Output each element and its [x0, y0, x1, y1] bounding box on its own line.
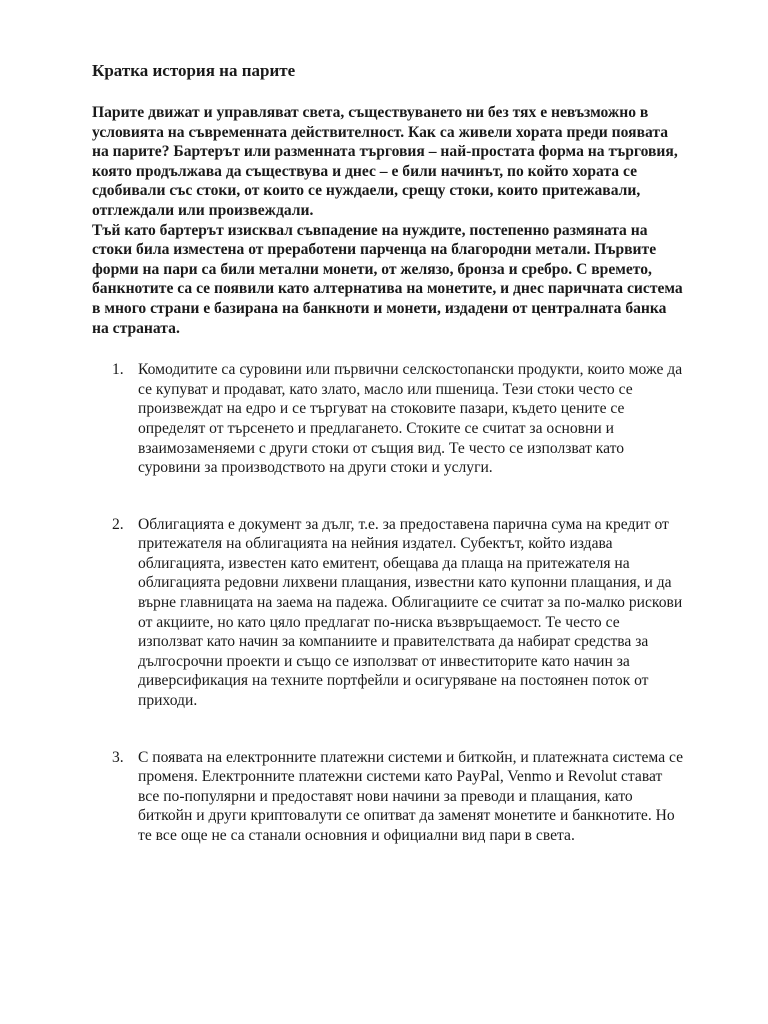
list-item-text: С появата на електронните платежни системи и биткойн, и платежната система се променя. Електронните платежни системи като PayPal, Venmo и Revolut стават все по-популярни и предоставят нови начини за преводи и плащания, като биткойн и други криптовалути се опитват да заменят монетите и банкнотите. Но те все още не са станали основния и официални вид пари в света. — [138, 748, 684, 844]
document-title: Кратка история на парите — [92, 61, 296, 80]
list-item-text: Комодитите са суровини или първични селскостопански продукти, които може да се купуват и продават, като злато, масло или пшеница. Тези стоки често се произвеждат на едро и се търгуват на стоковите пазари, където цените се определят от търсенето и предлагането. Стоките се считат за основни и взаимозаменяеми с други стоки от същия вид. Те често се използват като суровини за производството на други стоки и услуги. — [138, 361, 683, 477]
numbered-list — [92, 360, 684, 845]
document-page — [92, 60, 684, 883]
intro-paragraph-1: Парите движат и управляват света, съществуването ни без тях е невъзможно в условията на съвременната действителност. Как са живели хората преди появата на парите? Бартерът или разменната търговия – най-простата форма на търговия, която продължава да съществува и днес – е били начинът, по който хората се сдобивали със стоки, от които се нуждаели, срещу стоки, които притежавали, отглеждали или произвеждали. — [92, 104, 678, 219]
list-item — [92, 360, 684, 478]
list-item-number: 2. — [112, 515, 124, 533]
list-item — [92, 515, 684, 711]
list-item-number: 1. — [112, 361, 124, 379]
intro-paragraph-2: Тъй като бартерът изисквал съвпадение на нуждите, постепенно размяната на стоки била изместена от преработени парченца на благородни метали. Първите форми на пари са били метални монети, от желязо, бронза и сребро. С времето, банкнотите са се появили като алтернатива на монетите, и днес паричната система в много страни е базирана на банкноти и монети, издадени от централната банка на страната. — [92, 221, 683, 337]
list-item — [92, 748, 684, 846]
list-item-number: 3. — [112, 748, 124, 766]
list-item-text: Облигацията е документ за дълг, т.е. за предоставена парична сума на кредит от притежателя на облигацията на нейния издател. Субектът, който издава облигацията, известен като емитент, обещава да плаща на притежателя на облигацията редовни лихвени плащания, известни като купонни плащания, и да върне главницата на заема на падежа. Облигациите се считат за по-малко рискови от акциите, но като цяло предлагат по-ниска възвръщаемост. Те често се използват като начин за компаниите и правителствата да набират средства за дългосрочни проекти и също се използват от инвеститорите като начин за диверсификация на техните портфейли и осигуряване на постоянен поток от приходи. — [138, 515, 683, 710]
